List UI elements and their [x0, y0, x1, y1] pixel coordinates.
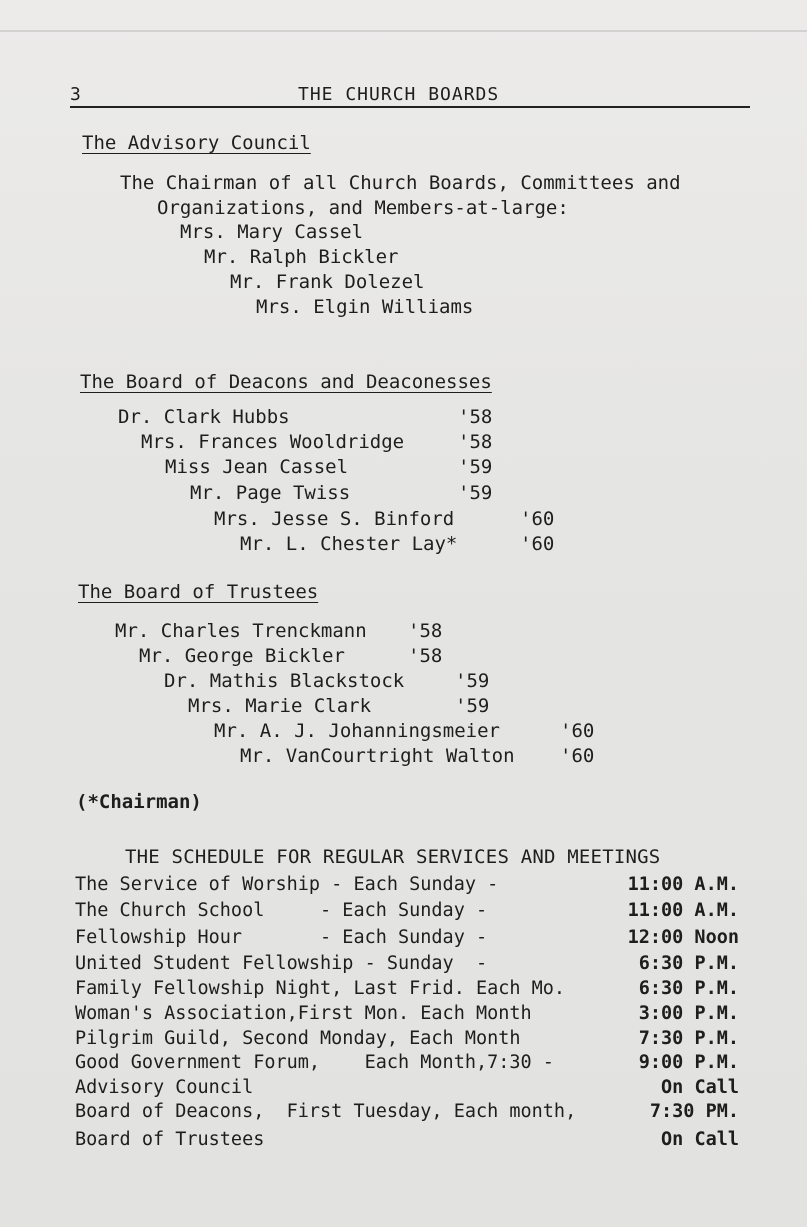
deacon-name: Mrs. Jesse S. Binford — [214, 508, 455, 530]
trustee-year: '60 — [560, 745, 595, 767]
schedule-event: Pilgrim Guild, Second Monday, Each Month — [75, 1028, 521, 1049]
trustee-name: Mr. VanCourtright Walton — [240, 745, 515, 767]
schedule-event: Family Fellowship Night, Last Frid. Each Mo. — [75, 978, 566, 999]
trustees-heading: The Board of Trustees — [78, 581, 319, 603]
advisory-member: Mrs. Elgin Williams — [256, 296, 474, 318]
deacon-year: '60 — [520, 508, 555, 530]
trustee-year: '58 — [408, 620, 443, 642]
trustee-name: Mr. A. J. Johanningsmeier — [214, 720, 500, 742]
schedule-event: Board of Deacons, First Tuesday, Each month, — [75, 1101, 577, 1122]
schedule-event: Advisory Council — [75, 1077, 254, 1098]
schedule-time: 7:30 PM. — [649, 1101, 739, 1122]
header-rule — [70, 106, 750, 108]
schedule-row — [75, 899, 739, 923]
schedule-time: 9:00 P.M. — [638, 1052, 739, 1073]
schedule-heading: THE SCHEDULE FOR REGULAR SERVICES AND MEETINGS — [125, 846, 661, 868]
advisory-heading: The Advisory Council — [82, 132, 311, 154]
trustee-year: '59 — [455, 695, 490, 717]
deacon-year: '59 — [458, 456, 493, 478]
schedule-row — [75, 1100, 739, 1124]
schedule-time: 3:00 P.M. — [638, 1003, 739, 1024]
schedule-time: 11:00 A.M. — [627, 900, 739, 921]
deacon-year: '60 — [520, 533, 555, 555]
deacon-name: Mrs. Frances Wooldridge — [141, 431, 405, 453]
schedule-row — [75, 926, 739, 950]
deacon-year: '58 — [458, 406, 493, 428]
schedule-row — [75, 977, 739, 1001]
deacon-year: '59 — [458, 482, 493, 504]
deacon-name: Miss Jean Cassel — [165, 456, 349, 478]
schedule-event: Woman's Association,First Mon. Each Month — [75, 1003, 532, 1024]
scan-edge-line — [0, 30, 807, 32]
schedule-time: 7:30 P.M. — [638, 1028, 739, 1049]
schedule-row — [75, 1027, 739, 1051]
schedule-event: Board of Trustees — [75, 1129, 265, 1150]
page-title: THE CHURCH BOARDS — [298, 84, 500, 105]
deacons-heading: The Board of Deacons and Deaconesses — [80, 371, 492, 393]
trustee-name: Mrs. Marie Clark — [188, 695, 372, 717]
schedule-time: On Call — [661, 1077, 739, 1098]
schedule-row — [75, 952, 739, 976]
deacon-year: '58 — [458, 431, 493, 453]
advisory-member: Mrs. Mary Cassel — [180, 221, 364, 243]
trustee-year: '59 — [455, 670, 490, 692]
trustee-name: Mr. Charles Trenckmann — [115, 620, 367, 642]
trustee-name: Dr. Mathis Blackstock — [164, 670, 405, 692]
deacon-name: Mr. Page Twiss — [190, 482, 351, 504]
schedule-event: Fellowship Hour - Each Sunday - — [75, 927, 488, 948]
advisory-member: Mr. Ralph Bickler — [204, 246, 399, 268]
trustee-name: Mr. George Bickler — [139, 645, 345, 667]
page-number: 3 — [70, 84, 81, 105]
schedule-time: On Call — [661, 1129, 739, 1150]
schedule-event: The Service of Worship - Each Sunday - — [75, 874, 499, 895]
trustee-year: '60 — [560, 720, 595, 742]
schedule-event: Good Government Forum, Each Month,7:30 - — [75, 1052, 554, 1073]
schedule-time: 12:00 Noon — [627, 927, 739, 948]
schedule-row — [75, 1128, 739, 1152]
deacon-name: Mr. L. Chester Lay* — [240, 533, 458, 555]
trustee-year: '58 — [408, 645, 443, 667]
advisory-member: Mr. Frank Dolezel — [230, 271, 425, 293]
schedule-time: 11:00 A.M. — [627, 874, 739, 895]
schedule-event: United Student Fellowship - Sunday - — [75, 953, 488, 974]
advisory-intro-line2: Organizations, and Members-at-large: — [157, 197, 569, 219]
schedule-event: The Church School - Each Sunday - — [75, 900, 488, 921]
schedule-row — [75, 1076, 739, 1100]
schedule-row — [75, 1051, 739, 1075]
schedule-row — [75, 1002, 739, 1026]
advisory-intro-line1: The Chairman of all Church Boards, Committees and — [120, 172, 681, 194]
schedule-time: 6:30 P.M. — [638, 978, 739, 999]
deacon-name: Dr. Clark Hubbs — [118, 406, 290, 428]
chairman-note: (*Chairman) — [76, 791, 202, 813]
schedule-time: 6:30 P.M. — [638, 953, 739, 974]
schedule-row — [75, 873, 739, 897]
